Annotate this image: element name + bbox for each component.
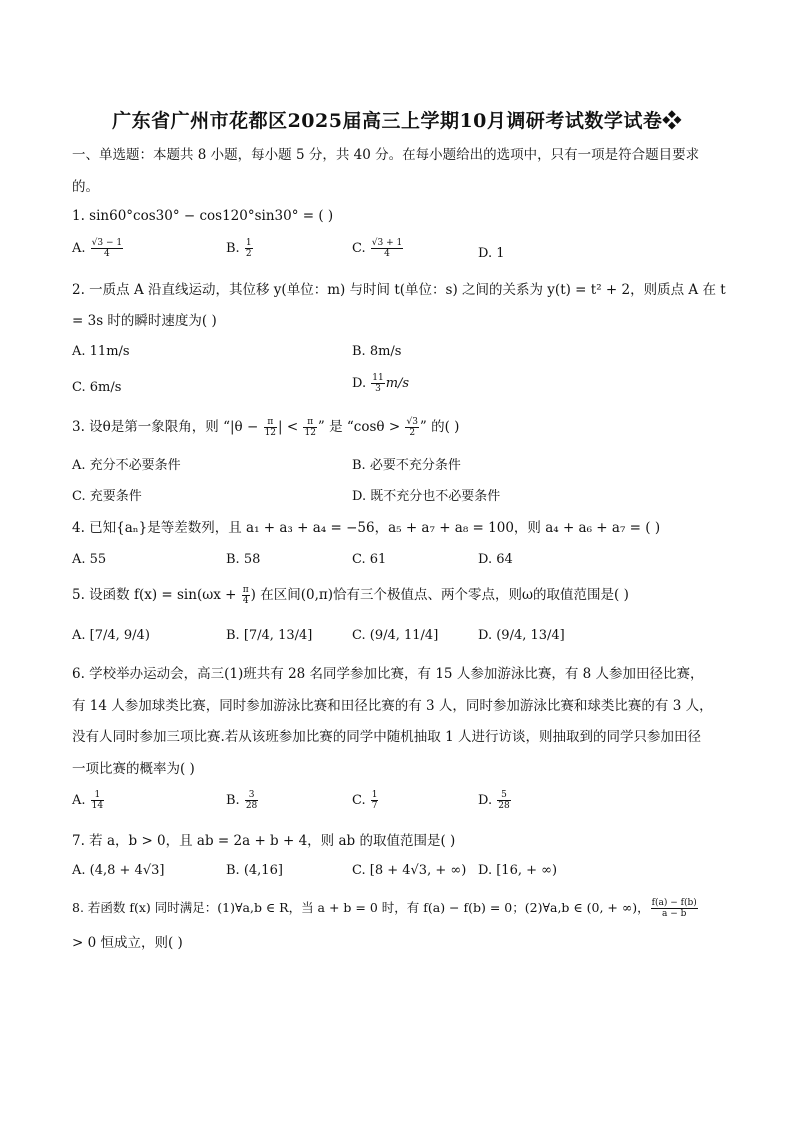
q3-frac3 bbox=[405, 417, 418, 438]
q1-b-den: 2 bbox=[245, 249, 252, 259]
q6-b-label: B. bbox=[226, 793, 244, 808]
q1-b-fraction bbox=[245, 238, 253, 259]
q6-d-den: 28 bbox=[498, 801, 510, 811]
q2-d-den: 3 bbox=[375, 384, 381, 394]
q1-option-d: D. 1 bbox=[478, 246, 505, 261]
q1-b-label: B. bbox=[226, 241, 244, 256]
page-title: 广东省广州市花都区2025届高三上学期10月调研考试数学试卷❖ bbox=[112, 110, 682, 132]
q3-stem-a: 3. 设θ是第一象限角，则 “|θ − bbox=[72, 419, 263, 435]
q3-frac3-num: √3 bbox=[406, 417, 418, 427]
q1-c-label: C. bbox=[352, 241, 370, 256]
q8-stem-a: 8. 若函数 f(x) 同时满足：(1)∀a,b ∈ R，当 a + b = 0 时，有 f(a) − f(b) = 0；(2)∀a,b ∈ (0, + ∞)， bbox=[72, 900, 650, 915]
q7-option-d: D. [16, + ∞) bbox=[478, 863, 558, 878]
q1-c-fraction bbox=[371, 238, 403, 259]
q2-option-c: C. 6m/s bbox=[72, 380, 122, 395]
q1-a-num: √3 − 1 bbox=[91, 238, 123, 248]
q1-b-num: 1 bbox=[245, 238, 252, 248]
q5-stem bbox=[72, 585, 732, 606]
q6-b-num: 3 bbox=[245, 790, 258, 801]
q2-d-label: D. bbox=[352, 376, 371, 391]
q6-c-den: 7 bbox=[371, 801, 378, 811]
q4-option-c: C. 61 bbox=[352, 552, 387, 567]
section-heading-line1: 一、单选题：本题共 8 小题，每小题 5 分，共 40 分。在每小题给出的选项中，只有一项是符合题目要求 bbox=[72, 147, 700, 163]
q2-option-a: A. 11m/s bbox=[72, 344, 130, 359]
q4-option-a: A. 55 bbox=[72, 552, 107, 567]
q1-c-num: √3 + 1 bbox=[371, 238, 403, 248]
q5-stem-b: ) 在区间(0,π)恰有三个极值点、两个零点，则ω的取值范围是( ) bbox=[250, 587, 629, 603]
q3-option-a: A. 充分不必要条件 bbox=[72, 458, 181, 473]
q5-frac bbox=[242, 585, 250, 606]
q6-stem-line1: 6. 学校举办运动会，高三(1)班共有 28 名同学参加比赛，有 15 人参加游泳比赛，有 8 人参加田径比赛， bbox=[72, 666, 704, 682]
q2-d-num: 11 bbox=[372, 373, 384, 383]
q7-option-a: A. (4,8 + 4√3] bbox=[72, 863, 165, 878]
q5-option-c: C. (9/4, 11/4] bbox=[352, 628, 439, 643]
q6-a-num: 1 bbox=[91, 790, 104, 801]
q4-stem: 4. 已知{aₙ}是等差数列，且 a₁ + a₃ + a₄ = −56，a₅ + a₇ + a₈ = 100，则 a₄ + a₆ + a₇ = ( ) bbox=[72, 520, 661, 536]
q3-stem-c: ” 是 “cosθ > bbox=[317, 419, 405, 435]
q1-stem: 1. sin60°cos30° − cos120°sin30° = ( ) bbox=[72, 208, 334, 224]
q4-option-b: B. 58 bbox=[226, 552, 261, 567]
q3-frac1-num: π bbox=[264, 417, 277, 428]
q3-frac2-den: 12 bbox=[304, 428, 316, 438]
q2-d-unit: m/s bbox=[385, 376, 410, 391]
q6-c-num: 1 bbox=[371, 790, 378, 800]
q3-stem bbox=[72, 417, 732, 438]
q2-option-b: B. 8m/s bbox=[352, 344, 402, 359]
q6-option-b bbox=[226, 790, 259, 811]
q3-frac1-den: 12 bbox=[264, 428, 277, 438]
q3-frac3-den: 2 bbox=[409, 428, 416, 438]
section-heading-line2: 的。 bbox=[72, 179, 99, 195]
q2-stem-line1: 2. 一质点 A 沿直线运动，其位移 y(单位：m) 与时间 t(单位：s) 之间的关系为 y(t) = t² + 2，则质点 A 在 t bbox=[72, 282, 726, 298]
q8-frac-den: a − b bbox=[662, 909, 687, 919]
q6-b-den: 28 bbox=[245, 801, 258, 811]
q7-option-b: B. (4,16] bbox=[226, 863, 283, 878]
q2-d-fraction bbox=[371, 373, 384, 394]
q3-option-d: D. 既不充分也不必要条件 bbox=[352, 489, 501, 504]
q3-frac2-num: π bbox=[303, 417, 316, 428]
q6-a-fraction bbox=[91, 790, 104, 811]
q5-option-a: A. [7/4, 9/4) bbox=[72, 628, 150, 643]
q3-stem-d: ” 的( ) bbox=[419, 419, 460, 435]
q6-stem-line2: 有 14 人参加球类比赛，同时参加游泳比赛和田径比赛的有 3 人，同时参加游泳比赛和球类比赛的有 3 人， bbox=[72, 698, 713, 714]
q6-d-fraction bbox=[497, 790, 510, 811]
q6-option-d bbox=[478, 790, 512, 811]
q8-frac-num: f(a) − f(b) bbox=[651, 898, 697, 908]
q6-stem-line4: 一项比赛的概率为( ) bbox=[72, 761, 195, 777]
q6-stem-line3: 没有人同时参加三项比赛.若从该班参加比赛的同学中随机抽取 1 人进行访谈，则抽取到的同学只参加田径 bbox=[72, 729, 701, 745]
q8-frac bbox=[651, 898, 698, 919]
q8-stem-line2: > 0 恒成立，则( ) bbox=[72, 935, 183, 951]
q5-option-b: B. [7/4, 13/4] bbox=[226, 628, 313, 643]
q1-a-den: 4 bbox=[104, 249, 110, 259]
q5-option-d: D. (9/4, 13/4] bbox=[478, 628, 565, 643]
q1-a-label: A. bbox=[72, 241, 90, 256]
q3-stem-b: | < bbox=[278, 419, 303, 435]
q1-c-den: 4 bbox=[384, 249, 390, 259]
q6-a-den: 14 bbox=[91, 801, 104, 811]
q1-a-fraction bbox=[91, 238, 123, 259]
q1-option-a bbox=[72, 238, 124, 259]
q3-option-b: B. 必要不充分条件 bbox=[352, 458, 461, 473]
q6-d-num: 5 bbox=[497, 790, 510, 801]
q2-option-d bbox=[352, 373, 409, 394]
q3-frac1 bbox=[264, 417, 277, 438]
q8-stem-line1 bbox=[72, 898, 732, 919]
q5-frac-num: π bbox=[242, 585, 249, 595]
q2-stem-line2: = 3s 时的瞬时速度为( ) bbox=[72, 313, 217, 329]
q3-option-c: C. 充要条件 bbox=[72, 489, 142, 504]
q4-option-d: D. 64 bbox=[478, 552, 513, 567]
q6-b-fraction bbox=[245, 790, 258, 811]
q5-stem-a: 5. 设函数 f(x) = sin(ωx + bbox=[72, 587, 241, 603]
q6-c-label: C. bbox=[352, 793, 370, 808]
q7-option-c: C. [8 + 4√3, + ∞) bbox=[352, 863, 467, 878]
q7-stem: 7. 若 a，b > 0，且 ab = 2a + b + 4，则 ab 的取值范围是( ) bbox=[72, 833, 456, 849]
q6-a-label: A. bbox=[72, 793, 90, 808]
q6-d-label: D. bbox=[478, 793, 497, 808]
q6-option-c bbox=[352, 790, 379, 811]
q1-option-b bbox=[226, 238, 254, 259]
q6-c-fraction bbox=[371, 790, 379, 811]
q3-frac2 bbox=[303, 417, 316, 438]
q5-frac-den: 4 bbox=[242, 596, 249, 606]
q6-option-a bbox=[72, 790, 105, 811]
q1-option-c bbox=[352, 238, 404, 259]
